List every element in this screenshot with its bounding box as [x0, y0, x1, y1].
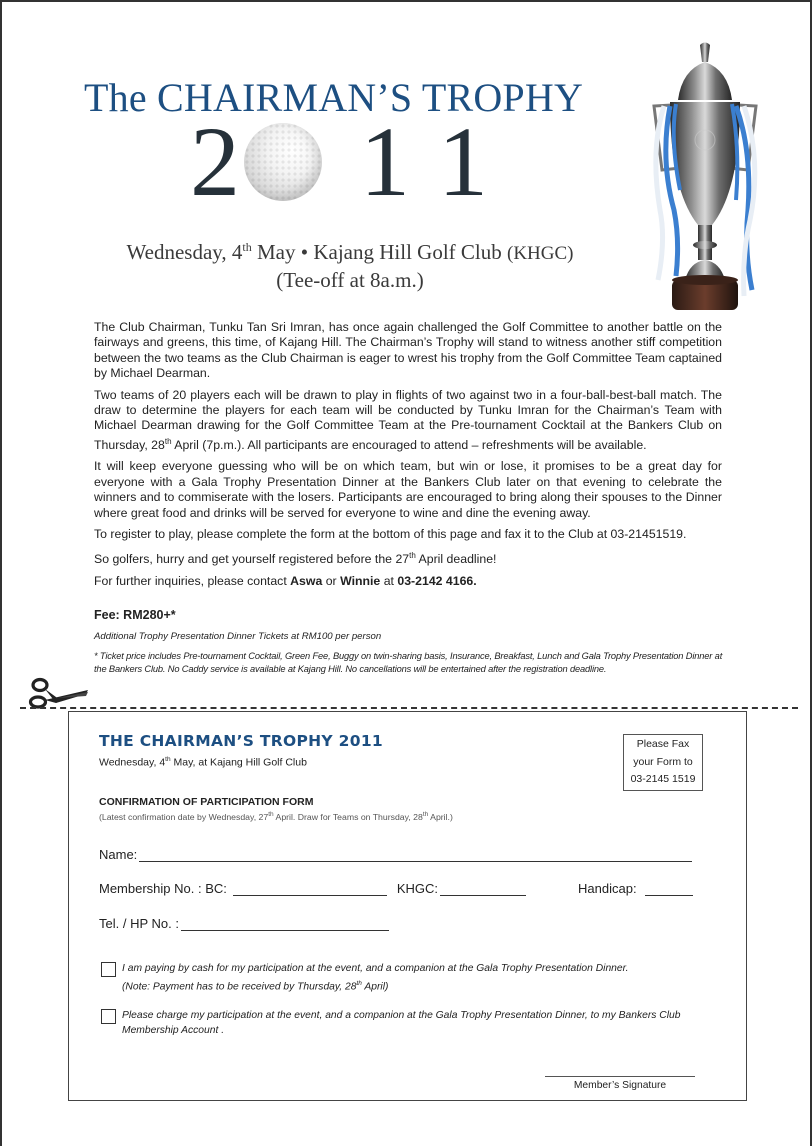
option-charge-account[interactable] [101, 1008, 721, 1038]
paragraph-dinner: It will keep everyone guessing who will be on which team, but win or lose, it promises to be a great day for everyone with a Gala Trophy Presentation Dinner at the Bankers Club later on that evening to celebrate the winners and to commiserate with the losers. Participants are encouraged to bring along their spouses to the Dinner where great food and drinks will be served for everyone to wine and dine the evening away. [94, 459, 722, 520]
paragraph-challenge: The Club Chairman, Tunku Tan Sri Imran, has once again challenged the Golf Committee to another battle on the fairways and greens, this time, of Kajang Hill. The Chairman’s Trophy will stand to witness another stiff competition between the two teams as the Club Chairman is eager to wrest his trophy from the Golf Committee Team captained by Michael Dearman. [94, 320, 722, 381]
option-cash[interactable] [101, 961, 629, 994]
fee-additional-tickets: Additional Trophy Presentation Dinner Tickets at RM100 per person [94, 631, 382, 642]
tee-off-time: (Tee-off at 8a.m.) [276, 268, 424, 292]
year-digits-group [360, 106, 488, 217]
signature-field[interactable] [545, 1076, 695, 1077]
khgc-label: KHGC: [396, 881, 439, 896]
cash-checkbox[interactable] [101, 962, 116, 977]
paragraph-deadline: So golfers, hurry and get yourself registered before the 27th April deadline! [94, 551, 497, 567]
form-heading: CONFIRMATION OF PARTICIPATION FORM [99, 796, 314, 808]
event-date-venue [0, 234, 700, 293]
paragraph-register: To register to play, please complete the form at the bottom of this page and fax it to the Club at 03-21451519. [94, 526, 687, 541]
membership-bc-label: Membership No. : BC: [99, 881, 227, 896]
fax-instructions-box: Please Fax your Form to 03-2145 1519 [623, 734, 703, 791]
charge-account-checkbox[interactable] [101, 1009, 116, 1024]
date-venue-line: Wednesday, 4th May • Kajang Hill Golf Club (KHGC) [126, 240, 574, 264]
paragraph-inquiries: For further inquiries, please contact Aswa or Winnie at 03-2142 4166. [94, 573, 477, 588]
handicap-label: Handicap: [578, 881, 637, 896]
year-digit: 1 [360, 106, 410, 217]
name-field[interactable] [139, 848, 692, 862]
membership-bc-field[interactable] [233, 882, 387, 896]
event-year [190, 106, 488, 217]
scissors-icon [26, 676, 92, 710]
contact-name-winnie: Winnie [340, 573, 381, 588]
name-row [99, 847, 692, 862]
name-label: Name: [99, 847, 138, 862]
participation-form [68, 711, 747, 1101]
trophy-image-icon [640, 40, 770, 320]
contact-phone: 03-2142 4166. [397, 573, 477, 588]
cut-line [20, 707, 798, 709]
option-cash-label: I am paying by cash for my participation at the event, and a companion at the Gala Trophy Presentation Dinner. [122, 963, 629, 974]
golf-ball-icon [244, 123, 322, 201]
khgc-field[interactable] [440, 882, 526, 896]
form-title: THE CHAIRMAN’S TROPHY 2011 [99, 732, 383, 750]
fee-fineprint: * Ticket price includes Pre-tournament Cocktail, Green Fee, Buggy on twin-sharing basis, Insurance, Breakfast, Lunch and Gala Trophy Presentation Dinner at the Bankers Club. No Caddy service is available at Kajang Hill. No cancellations will be entertained after the registration deadline. [94, 651, 723, 675]
handicap-field[interactable] [645, 882, 693, 896]
tel-label: Tel. / HP No. : [99, 916, 179, 931]
tel-row [99, 916, 389, 931]
paragraph-teams: Two teams of 20 players each will be drawn to play in flights of two against two in a four-ball-best-ball match. The draw to determine the players for each team will be conducted by Tunku Imran for the Chairman’s Team with Michael Dearman drawing for the Golf Committee Team at the Pre-tournament Cocktail at the Bankers Club on Thursday, 28th April (7p.m.). All participants are encouraged to attend – refreshments will be available. [94, 387, 722, 452]
fee-label: Fee: RM280+* [94, 608, 176, 622]
form-deadline-note: (Latest confirmation date by Wednesday, 27th April. Draw for Teams on Thursday, 28th April.) [99, 811, 453, 822]
signature-label: Member’s Signature [573, 1080, 667, 1091]
year-digit: 1 [438, 106, 488, 217]
form-event-date: Wednesday, 4th May, at Kajang Hill Golf Club [99, 756, 307, 769]
membership-row [99, 881, 693, 896]
tel-field[interactable] [181, 917, 389, 931]
option-cash-note: (Note: Payment has to be received by Thursday, 28th April) [122, 980, 389, 993]
event-description [94, 320, 722, 595]
year-digit: 2 [190, 106, 240, 217]
fax-number: 03-2145 1519 [630, 773, 696, 785]
event-title: The CHAIRMAN’S TROPHY [84, 75, 584, 120]
contact-name-aswa: Aswa [290, 573, 323, 588]
option-charge-label: Please charge my participation at the event, and a companion at the Gala Trophy Presentation Dinner, to my Bankers Club Membership Account . [122, 1010, 681, 1036]
